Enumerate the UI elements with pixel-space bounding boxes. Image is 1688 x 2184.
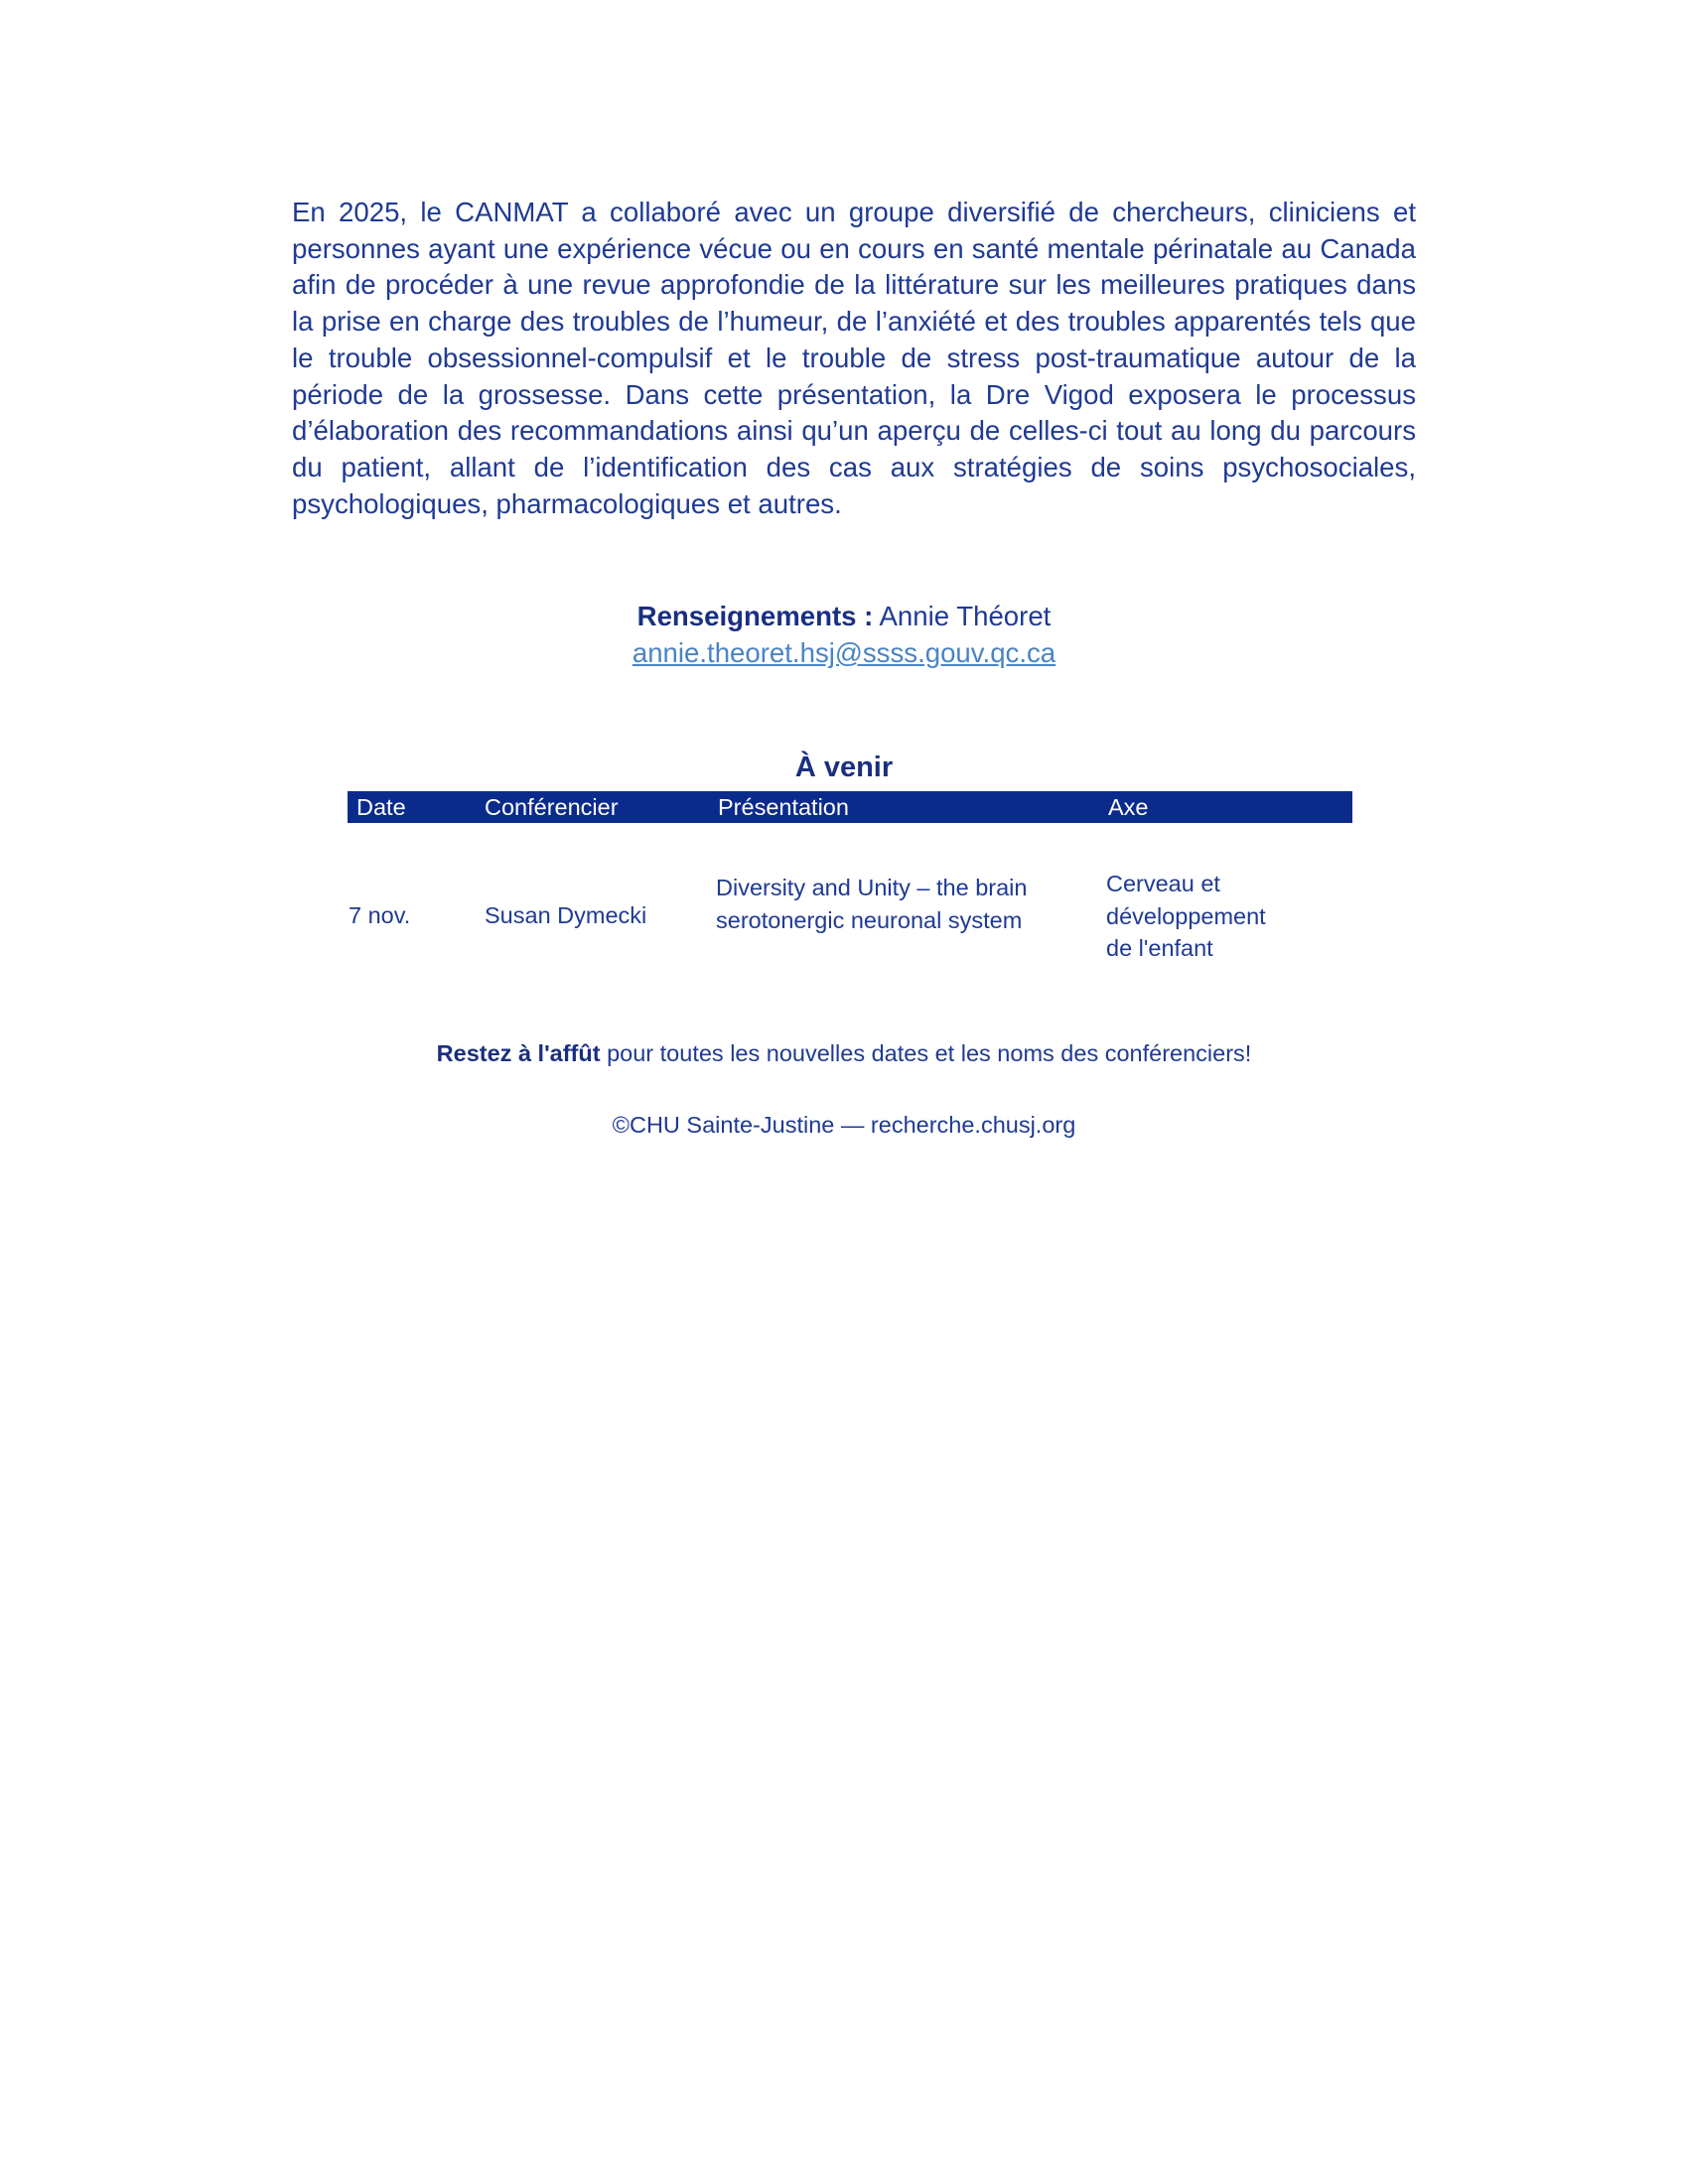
- schedule-table-header: [348, 791, 1352, 823]
- intro-paragraph: En 2025, le CANMAT a collaboré avec un groupe diversifié de chercheurs, cliniciens et personnes ayant une expérience vécue ou en cours en santé mentale périnatale au Canada afin de procéder à une revue approfondie de la littérature sur les meilleures pratiques dans la prise en charge des troubles de l’humeur, de l’anxiété et des troubles apparentés tels que le trouble obsessionnel-compulsif et le trouble de stress post-traumatique autour de la période de la grossesse. Dans cette présentation, la Dre Vigod exposera le processus d’élaboration des recommandations ainsi qu’un aperçu de celles-ci tout au long du parcours du patient, allant de l’identification des cas aux stratégies de soins psychosociales, psychologiques, pharmacologiques et autres.: [292, 197, 1416, 519]
- row-axis-line: Cerveau et: [1106, 871, 1220, 896]
- footer-copyright: ©CHU Sainte-Justine: [612, 1112, 835, 1138]
- footer: [0, 1110, 1688, 1140]
- stay-tuned-text: pour toutes les nouvelles dates et les noms des conférenciers!: [607, 1040, 1252, 1066]
- upcoming-title: À venir: [794, 751, 894, 783]
- footer-site-link[interactable]: recherche.chusj.org: [870, 1112, 1076, 1138]
- contact-email-line: [0, 634, 1688, 671]
- footer-separator: —: [840, 1112, 865, 1138]
- contact-name: Annie Théoret: [879, 601, 1052, 631]
- contact-label: Renseignements :: [636, 601, 874, 631]
- row-speaker: Susan Dymecki: [485, 902, 647, 928]
- table-row: [348, 866, 1352, 975]
- row-presentation: [716, 872, 1093, 936]
- header-presentation: Présentation: [718, 794, 849, 820]
- contact-email-link[interactable]: annie.theoret.hsj@ssss.gouv.qc.ca: [632, 637, 1056, 668]
- row-axis-line: développement: [1106, 902, 1266, 929]
- row-axis-line: de l'enfant: [1106, 935, 1213, 961]
- header-axis: Axe: [1108, 794, 1149, 820]
- row-presentation-line: Diversity and Unity – the brain: [716, 875, 1028, 900]
- contact-block: [0, 598, 1688, 671]
- header-date: Date: [356, 794, 406, 820]
- row-presentation-line: serotonergic neuronal system: [716, 906, 1023, 933]
- row-axis: [1106, 868, 1305, 965]
- stay-tuned-bold: Restez à l'affût: [436, 1040, 601, 1066]
- contact-line: [0, 598, 1688, 634]
- header-speaker: Conférencier: [485, 794, 619, 820]
- row-date: 7 nov.: [349, 902, 411, 928]
- stay-tuned-notice: [0, 1038, 1688, 1068]
